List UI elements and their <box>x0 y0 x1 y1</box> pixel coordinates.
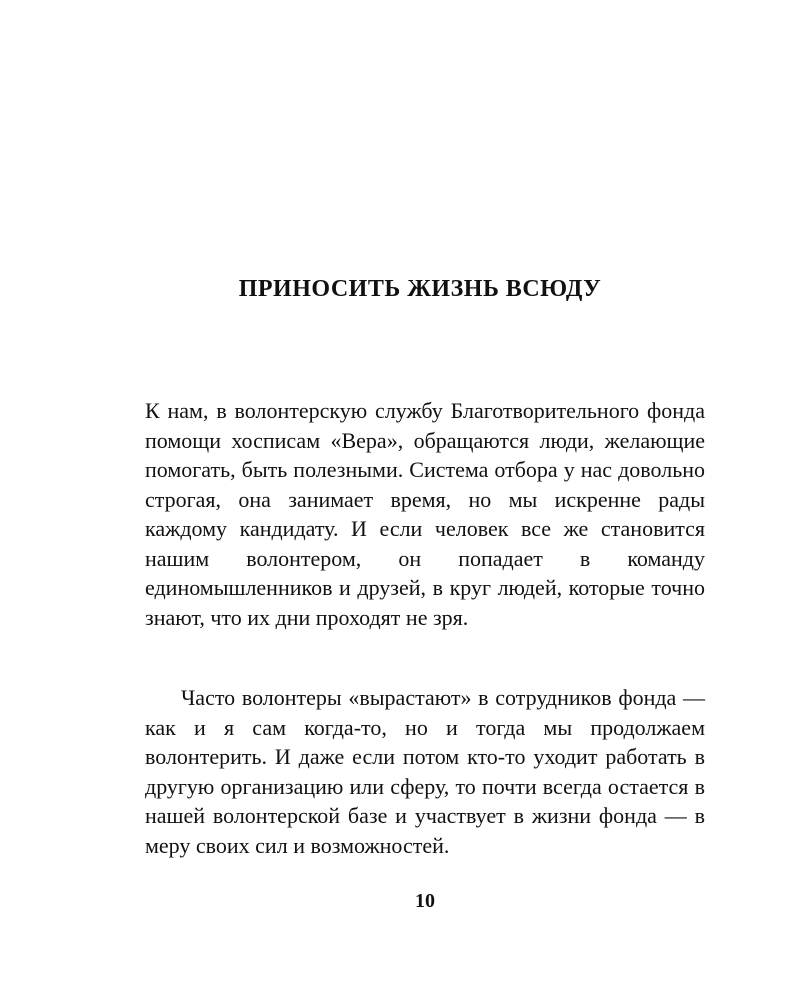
paragraph-2: Часто волонтеры «вырастают» в сотрудников фонда — как и я сам когда-то, но и тогда мы продолжаем волонтерить. И даже если потом кто-то уходит работать в другую организацию или сферу, то почти всегда остается в нашей волонтерской базе и участвует в жизни фонда — в меру своих сил и возможностей. <box>145 685 705 858</box>
paragraph-1: К нам, в волонтерскую службу Благотворительного фонда помощи хосписам «Вера», обращаются люди, желающие помогать, быть полезными. Система отбора у нас довольно строгая, она занимает время, но мы искренне рады каждому кандидату. И если человек все же становится нашим волонтером, он попадает в команду единомышленников и друзей, в круг людей, которые точно знают, что их дни проходят не зря. <box>145 398 705 630</box>
chapter-title: ПРИНОСИТЬ ЖИЗНЬ ВСЮДУ <box>238 276 602 302</box>
page-number: 10 <box>415 890 435 912</box>
